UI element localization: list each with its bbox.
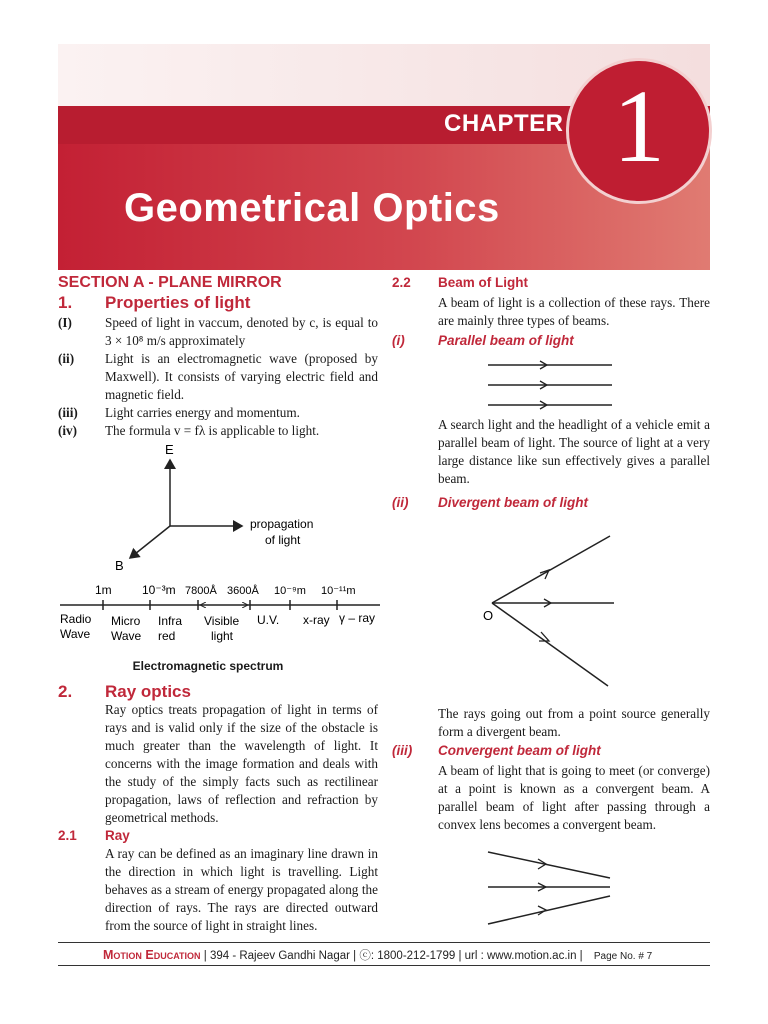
em-wave-axes-diagram xyxy=(100,438,340,578)
chapter-title: Geometrical Optics xyxy=(124,186,500,230)
tick-label: 1m xyxy=(95,583,112,597)
properties-list xyxy=(58,314,378,440)
item-ii-number: (ii) xyxy=(392,495,409,510)
footer-address: | 394 - Rajeev Gandhi Nagar | xyxy=(203,950,357,962)
subheading-2-1-number: 2.1 xyxy=(58,828,77,843)
chapter-number: 1 xyxy=(613,69,665,184)
band-label: red xyxy=(158,629,176,643)
footer-rule-top xyxy=(58,942,710,943)
list-item: (ii) Light is an electromagnetic wave (proposed by Maxwell). It consists of varying electric field and magnetic field. xyxy=(58,351,378,402)
item-iii-title: Convergent beam of light xyxy=(438,743,601,758)
point-source-label: O xyxy=(483,608,494,623)
divergent-beam-diagram xyxy=(478,528,628,693)
electromagnetic-spectrum xyxy=(55,578,385,650)
heading-2: Ray optics xyxy=(105,682,191,701)
ray-paragraph: A ray can be defined as an imaginary line drawn in the direction in which light is travelling. Light behaves as a stream of energy propagated along the direction of rays. The rays are directed outward from the source of light in straight lines. xyxy=(105,846,378,933)
band-label: Radio xyxy=(60,612,92,626)
item-i-title: Parallel beam of light xyxy=(438,333,574,348)
band-label: light xyxy=(211,629,234,643)
convergent-paragraph: A beam of light that is going to meet (or converge) at a point is known as a convergent beam. A parallel beam of light after passing through a convex lens becomes a convergent beam. xyxy=(438,763,710,832)
subheading-2-2-number: 2.2 xyxy=(392,275,411,290)
list-item: (iii) Light carries energy and momentum. xyxy=(58,405,300,420)
item-i-number: (i) xyxy=(392,333,405,348)
section-heading: SECTION A - PLANE MIRROR xyxy=(58,274,282,291)
tick-label: 7800Å xyxy=(185,585,217,597)
heading-1-number: 1. xyxy=(58,293,73,312)
subheading-2-2: Beam of Light xyxy=(438,275,528,290)
band-label: U.V. xyxy=(257,613,280,627)
tick-label: 10⁻¹¹m xyxy=(321,585,356,597)
e-label: E xyxy=(165,442,174,457)
band-label: Wave xyxy=(60,627,91,641)
chapter-label: CHAPTER xyxy=(444,110,564,137)
page-number: Page No. # 7 xyxy=(593,951,653,962)
tick-label: 3600Å xyxy=(227,585,259,597)
heading-1: Properties of light xyxy=(105,293,251,312)
footer-rule-bottom xyxy=(58,965,710,966)
band-label: γ – ray xyxy=(339,611,376,625)
list-item: (I) Speed of light in vaccum, denoted by c, is equal to 3 × 10⁸ m/s approximately xyxy=(58,315,378,348)
tick-label: 10⁻⁹m xyxy=(274,585,306,597)
item-ii-title: Divergent beam of light xyxy=(438,495,589,510)
footer-phone: ⓒ: 1800-212-1799 | url : www.motion.ac.in | xyxy=(359,950,583,962)
band-label: Wave xyxy=(111,629,142,643)
parallel-paragraph: A search light and the headlight of a vehicle emit a parallel beam of light. The source of light at a very large distance like sun effectively gives a parallel beam. xyxy=(438,417,710,486)
convergent-beam-diagram xyxy=(480,842,620,932)
tick-label: 10⁻³m xyxy=(142,583,176,597)
spectrum-caption: Electromagnetic spectrum xyxy=(132,659,284,673)
item-iii-number: (iii) xyxy=(392,743,413,758)
parallel-beam-diagram xyxy=(480,355,620,415)
propagation-label-2: of light xyxy=(265,533,301,547)
heading-2-number: 2. xyxy=(58,682,73,701)
propagation-label: propagation xyxy=(250,517,314,531)
band-label: Visible xyxy=(204,614,240,628)
band-label: Micro xyxy=(111,614,141,628)
band-label: x-ray xyxy=(303,613,330,627)
beam-paragraph: A beam of light is a collection of these rays. There are mainly three types of beams. xyxy=(438,295,710,328)
divergent-paragraph: The rays going out from a point source generally form a divergent beam. xyxy=(438,706,710,739)
ray-optics-paragraph: Ray optics treats propagation of light in terms of rays and is valid only if the size of the obstacle is much greater than the wavelength of light. It concerns with the image formation and deals with the study of the simply facts such as rectilinear propagation, laws of reflection and refraction by geometrical methods. xyxy=(105,702,378,825)
b-axis xyxy=(130,526,170,558)
band-label: Infra xyxy=(158,614,183,628)
subheading-2-1: Ray xyxy=(105,828,130,843)
list-item: (iv) The formula v = fλ is applicable to light. xyxy=(58,423,320,438)
footer-brand: Motion Education xyxy=(103,948,201,962)
b-label: B xyxy=(115,558,124,573)
footer xyxy=(103,947,652,963)
